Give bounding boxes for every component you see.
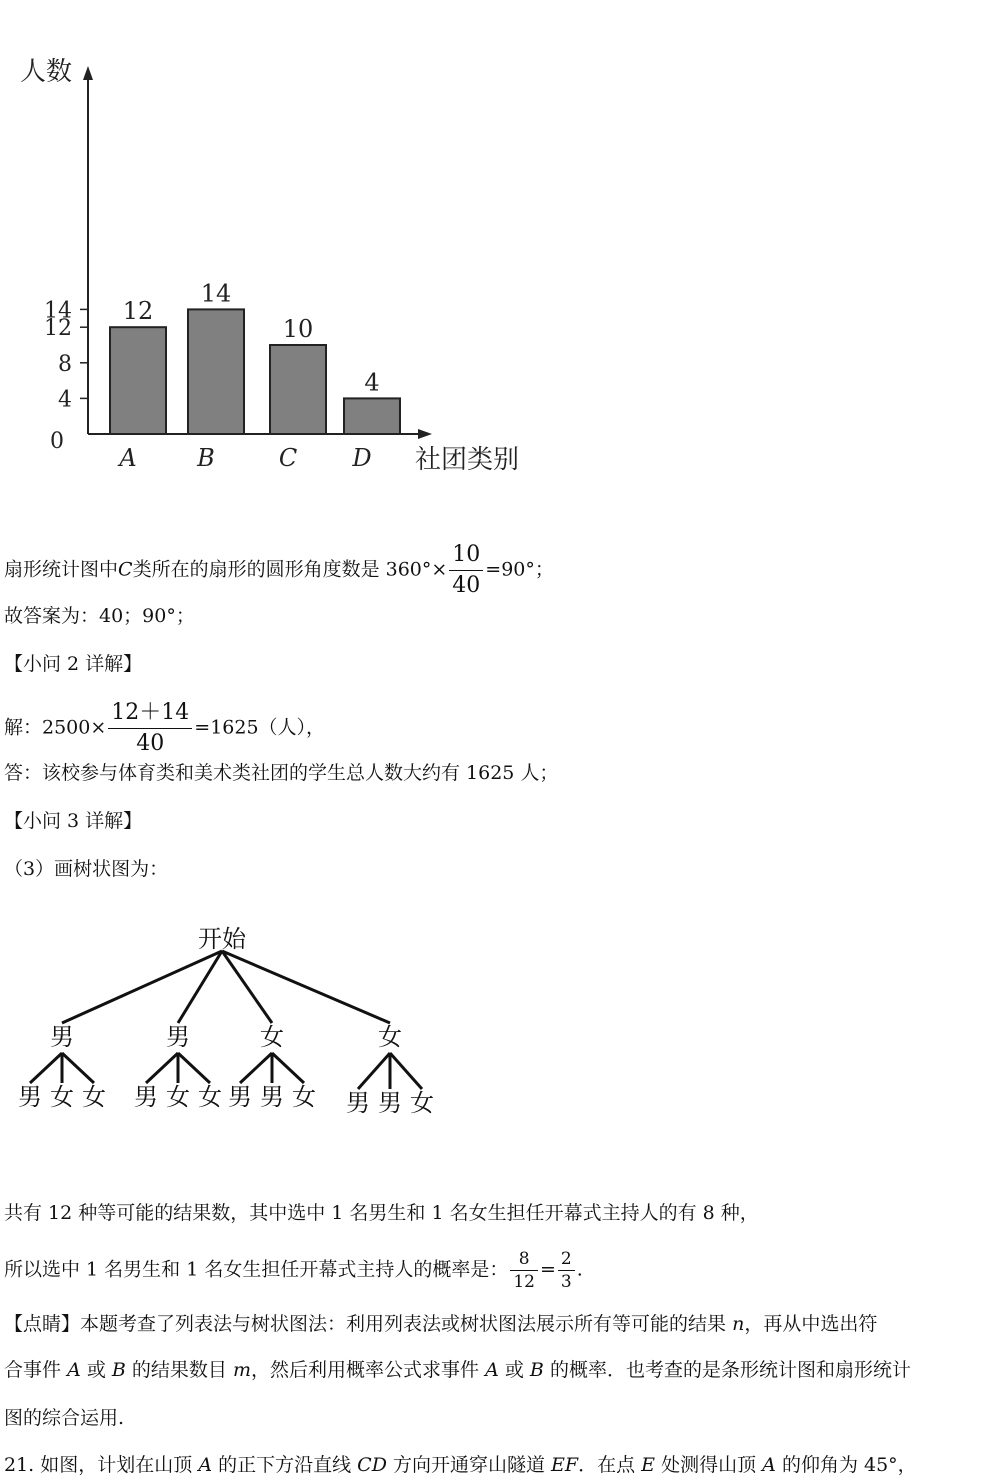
bar-A — [110, 327, 166, 434]
bar-B — [188, 309, 244, 434]
y-tick-label: 4 — [58, 387, 72, 413]
tree-branch — [358, 1053, 390, 1089]
probability-line: 所以选中 1 名男生和 1 名女生担任开幕式主持人的概率是： $\frac{8}{12}$ = $\frac{2}{3}$ . — [4, 1249, 583, 1292]
tree-leaf-label: 男 — [228, 1083, 252, 1111]
tree-branch — [178, 1053, 210, 1083]
x-axis-label: 社团类别 — [415, 445, 520, 475]
tree-leaf-label: 女 — [50, 1083, 74, 1111]
tree-leaf-label: 男 — [378, 1089, 402, 1117]
result-count-line: 共有 12 种等可能的结果数，其中选中 1 名男生和 1 名女生担任开幕式主持人的有 8 种， — [4, 1202, 759, 1224]
tree-level1-label: 男 — [166, 1023, 190, 1051]
question-21-line: 21. 如图，计划在山顶 A 的正下方沿直线 CD 方向开通穿山隧道 EF．在点 E 处测得山顶 A 的仰角为 45°， — [4, 1454, 917, 1476]
bar-D — [344, 398, 400, 434]
bar-chart — [0, 40, 560, 490]
tree-leaf-label: 男 — [18, 1083, 42, 1111]
note-line-1: 【点睛】本题考查了列表法与树状图法：利用列表法或树状图法展示所有等可能的结果 n，再从中选出符 — [4, 1313, 878, 1335]
tree-branch — [62, 1053, 94, 1083]
y-tick-label: 0 — [50, 429, 64, 454]
category-label: B — [197, 444, 215, 472]
tree-leaf-label: 女 — [166, 1083, 190, 1111]
note-line-2: 合事件 A 或 B 的结果数目 m，然后利用概率公式求事件 A 或 B 的概率．也考查的是条形统计图和扇形统计 — [4, 1359, 911, 1381]
y-axis-label: 人数 — [20, 57, 73, 87]
tree-leaf-label: 女 — [198, 1083, 222, 1111]
tree-leaf-label: 男 — [346, 1089, 370, 1117]
tree-branch — [240, 1053, 272, 1083]
tree-branch — [62, 951, 222, 1023]
tree-root-label: 开始 — [198, 925, 246, 953]
tree-leaf-label: 女 — [410, 1089, 434, 1117]
category-label: D — [352, 444, 372, 472]
tree-diagram — [0, 905, 500, 1135]
answer-line-2: 答：该校参与体育类和美术类社团的学生总人数大约有 1625 人； — [4, 762, 559, 784]
tree-leaf-label: 女 — [82, 1083, 106, 1111]
category-label: C — [278, 444, 298, 472]
bar-C — [270, 345, 326, 434]
bar-value-label: 12 — [122, 297, 154, 326]
note-line-3: 图的综合运用. — [4, 1407, 125, 1429]
section-heading-2: 【小问 2 详解】 — [4, 653, 143, 675]
tree-leaf-label: 男 — [260, 1083, 284, 1111]
tree-branch — [146, 1053, 178, 1083]
tree-leaf-label: 男 — [134, 1083, 158, 1111]
y-axis-arrow — [83, 66, 93, 80]
section-heading-3: 【小问 3 详解】 — [4, 810, 143, 832]
tree-intro-line: （3）画树状图为： — [4, 858, 169, 880]
solution-line: 解：2500× $\frac{12+14}{40}$ =1625（人）， — [4, 700, 326, 756]
bar-value-label: 14 — [200, 279, 232, 308]
y-tick-label: 12 — [44, 316, 72, 342]
tree-level1-label: 男 — [50, 1023, 74, 1051]
tree-branch — [30, 1053, 62, 1083]
x-axis-arrow — [418, 429, 432, 439]
bar-value-label: 4 — [364, 368, 380, 397]
sector-angle-line: 扇形统计图中C类所在的扇形的圆形角度数是 360°× $\frac{10}{40}$ =90°； — [4, 542, 554, 598]
tree-branch — [272, 1053, 304, 1083]
y-tick-label: 8 — [58, 351, 72, 377]
answer-line: 故答案为：40；90°； — [4, 605, 195, 627]
tree-branch — [390, 1053, 422, 1089]
tree-level1-label: 女 — [260, 1023, 284, 1051]
bar-value-label: 10 — [282, 315, 314, 343]
tree-leaf-label: 女 — [292, 1083, 316, 1111]
category-label: A — [119, 444, 137, 472]
y-tick-label: 14 — [44, 298, 72, 324]
tree-level1-label: 女 — [378, 1023, 402, 1051]
